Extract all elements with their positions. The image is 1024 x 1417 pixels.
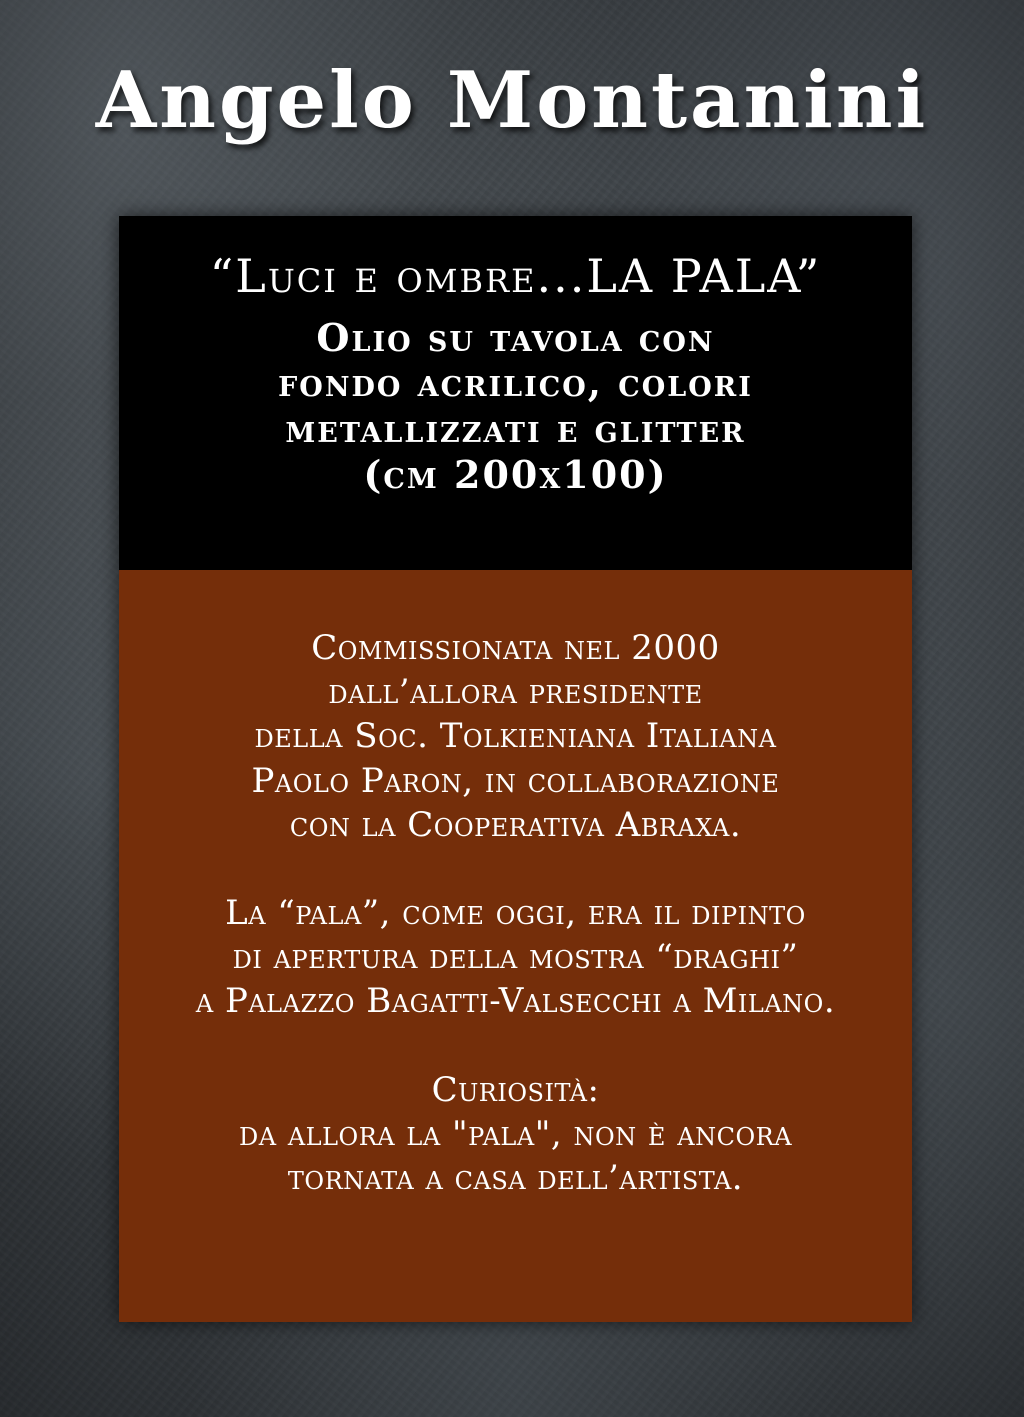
text-line: La “pala”, come oggi, era il dipinto [225, 892, 806, 933]
text-line: tornata a casa dell’artista. [287, 1157, 744, 1198]
technique-line: metallizzati e glitter [285, 406, 746, 452]
text-line: Paolo Paron, in collaborazione [251, 760, 780, 801]
text-line: della Soc. Tolkieniana Italiana [254, 716, 777, 757]
text-line: Commissionata nel 2000 [311, 628, 720, 668]
text-line: a Palazzo Bagatti-Valsecchi a Milano. [195, 981, 836, 1022]
technique-line: Olio su tavola con [316, 314, 715, 360]
exhibition-paragraph [119, 891, 912, 1024]
artist-name: Angelo Montanini [95, 55, 929, 146]
text-line: di apertura della mostra “draghi” [232, 937, 799, 978]
text-line: da allora la "pala", non è ancora [238, 1113, 793, 1154]
technique-line: fondo acrilico, colori [278, 360, 753, 406]
info-card [119, 570, 912, 1322]
text-line: dall’allora presidente [328, 672, 703, 713]
text-line: con la Cooperativa Abraxa. [289, 804, 742, 845]
technique-description [119, 315, 912, 497]
curiosity-paragraph [119, 1068, 912, 1201]
dimensions: (cm 200x100) [363, 451, 668, 497]
commission-paragraph [119, 626, 912, 847]
curiosity-heading: Curiosità: [431, 1069, 600, 1110]
title-card [119, 216, 912, 570]
work-title: “Luci e ombre...LA PALA” [209, 249, 822, 303]
